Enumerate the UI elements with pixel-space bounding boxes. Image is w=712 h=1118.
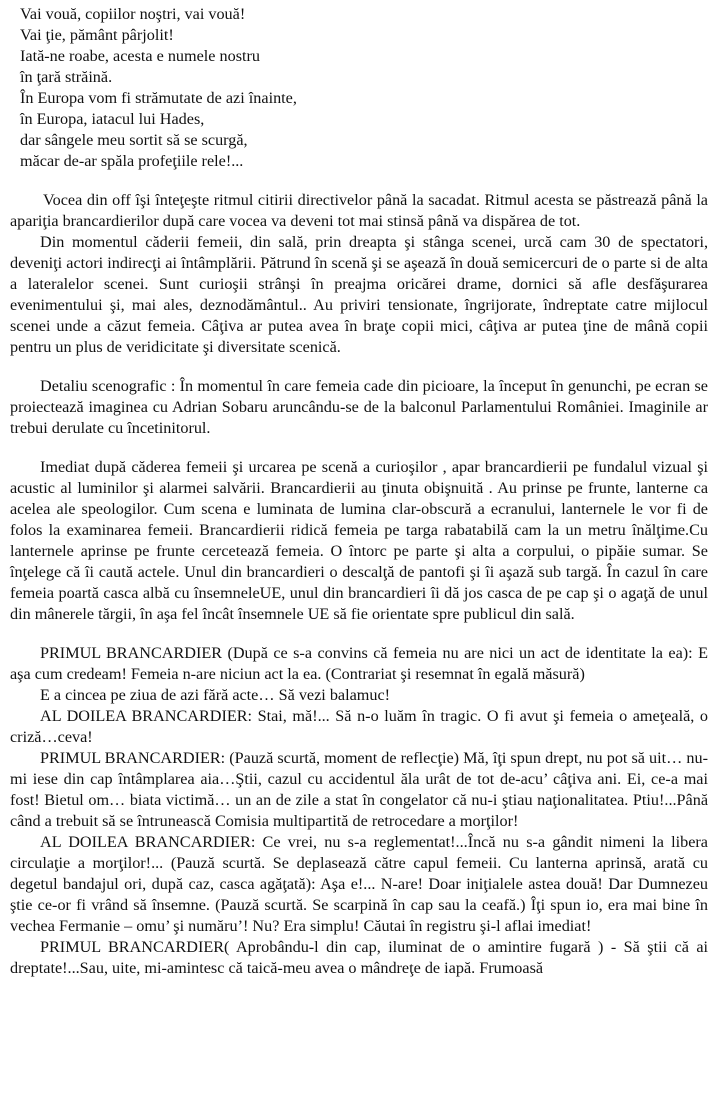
poem-line: Iată-ne roabe, acesta e numele nostru bbox=[20, 47, 260, 65]
poem-line: Vai vouă, copiilor noştri, vai vouă! bbox=[20, 5, 246, 23]
paragraph-gap bbox=[10, 172, 708, 190]
paragraph-spectators: Din momentul căderii femeii, din sală, prin dreapta şi stânga scenei, urcă cam 30 de spectatori, deveniţi actori indirecţi ai întâmplării. Pătrund în scenă şi se aşează în două semicercuri de o parte si de alta a lateralelor scenei. Sunt curioşii strânşi în preajma oricărei drame, dornici să afle desfăşurarea evenimentului şi, mai ales, deznodământul.. Au priviri tensionate, îngrijorate, îndreptate catre mijlocul scenei unde a căzut femeia. Câţiva ar putea avea în braţe copii mici, câţiva ar putea ţine de mână copii pentru un plus de veridicitate şi diversitate scenică. bbox=[10, 233, 708, 356]
dialogue-first-bearer: PRIMUL BRANCARDIER (După ce s-a convins că femeia nu are nici un act de identitate la ea): E aşa cum credeam! Femeia n-are niciun act la ea. (Contrariat şi resemnat în egală măsură) bbox=[10, 644, 708, 683]
dialogue-second-bearer: AL DOILEA BRANCARDIER: Stai, mă!... Să n-o luăm în tragic. O fi avut şi femeia o ameţeală, o criză…ceva! bbox=[10, 707, 708, 746]
paragraph-stretcher-bearers: Imediat după căderea femeii şi urcarea pe scenă a curioşilor , apar brancardierii pe fundalul vizual şi acustic al luminilor şi alarmei salvării. Brancardierii au ţinuta obişnuită . Au prinse pe frunte, lanterne ca acelea ale speologilor. Cum scena e luminata de lumina clar-obscură a ecranului, lanternele le vor fi de folos la examinarea femeii. Brancardierii ridică femeia pe targa rabatabilă cam la un metru înălţime.Cu lanternele aprinse pe frunte cercetează femeia. O întorc pe parte şi alta a corpului, o pipăie sumar. Se înţelege că îi caută actele. Unul din brancardieri o descalţă de pantofi şi îi aşază sub targă. În cazul în care femeia poartă casca albă cu însemneleUE, unul din brancardieri îi dă jos casca de pe cap şi o agaţă de unul din mânerele tărgii, în aşa fel încât însemnele UE să fie orientate spre publicul din sală. bbox=[10, 458, 708, 623]
poem-line: dar sângele meu sortit să se scurgă, bbox=[20, 131, 248, 149]
paragraph-gap bbox=[10, 439, 708, 457]
paragraph-voice-off: Vocea din off îşi înteţeşte ritmul citirii directivelor până la sacadat. Ritmul acesta se păstrează până la apariţia brancardierilor după care vocea va deveni tot mai stinsă până va dispărea de tot. bbox=[10, 191, 708, 230]
poem-line: Vai ţie, pământ pârjolit! bbox=[20, 26, 174, 44]
poem-stanza bbox=[20, 4, 708, 172]
poem-line: În Europa vom fi strămutate de azi înainte, bbox=[20, 89, 297, 107]
dialogue-second-bearer: AL DOILEA BRANCARDIER: Ce vrei, nu s-a reglementat!...Încă nu s-a gândit nimeni la libera circulaţie a morţilor!... (Pauză scurtă. Se deplasează către capul femeii. Cu lanterna aprinsă, arată cu degetul bandajul ori, după caz, casca agăţată): Aşa e!... N-are! Doar iniţialele astea două! Dar Dumnezeu ştie ce-or fi vrând să însemne. (Pauză scurtă. Se scarpină în cap sau la ceafă.) Îţi spun io, era mai bine în vechea Fermanie – omu’ şi număru’! Nu? Era simplu! Căutai în registru şi-l aflai imediat! bbox=[10, 833, 708, 935]
paragraph-scenography-detail: Detaliu scenografic : În momentul în care femeia cade din picioare, la început în genunchi, pe ecran se proiectează imaginea cu Adrian Sobaru aruncându-se de la balconul Parlamentului României. Imaginile ar trebui derulate cu încetinitorul. bbox=[10, 377, 708, 437]
dialogue-first-bearer-continued: E a cincea pe ziua de azi fără acte… Să vezi balamuc! bbox=[40, 686, 391, 704]
poem-line: în Europa, iatacul lui Hades, bbox=[20, 110, 205, 128]
dialogue-first-bearer: PRIMUL BRANCARDIER( Aprobându-l din cap, iluminat de o amintire fugară ) - Să ştii că ai dreptate!...Sau, uite, mi-amintesc că taică-meu avea o mândreţe de iapă. Frumoasă bbox=[10, 938, 708, 977]
poem-line: în ţară străină. bbox=[20, 68, 113, 86]
dialogue-first-bearer: PRIMUL BRANCARDIER: (Pauză scurtă, moment de reflecţie) Mă, îţi spun drept, nu pot să uit… nu-mi iese din cap întâmplarea aia…Ştii, cazul cu accidentul ăla urât de tot de-acu’ câţiva ani. Ei, ce-a mai fost! Bietul om… biata victimă… un an de zile a stat în congelator că nu-i ştiau naţionalitatea. Ptiu!...Până când a trebuit să se întrunească Comisia multipartită de retrocedare a morţilor! bbox=[10, 749, 708, 830]
paragraph-gap bbox=[10, 625, 708, 643]
poem-line: măcar de-ar spăla profeţiile rele!... bbox=[20, 152, 244, 170]
paragraph-gap bbox=[10, 358, 708, 376]
